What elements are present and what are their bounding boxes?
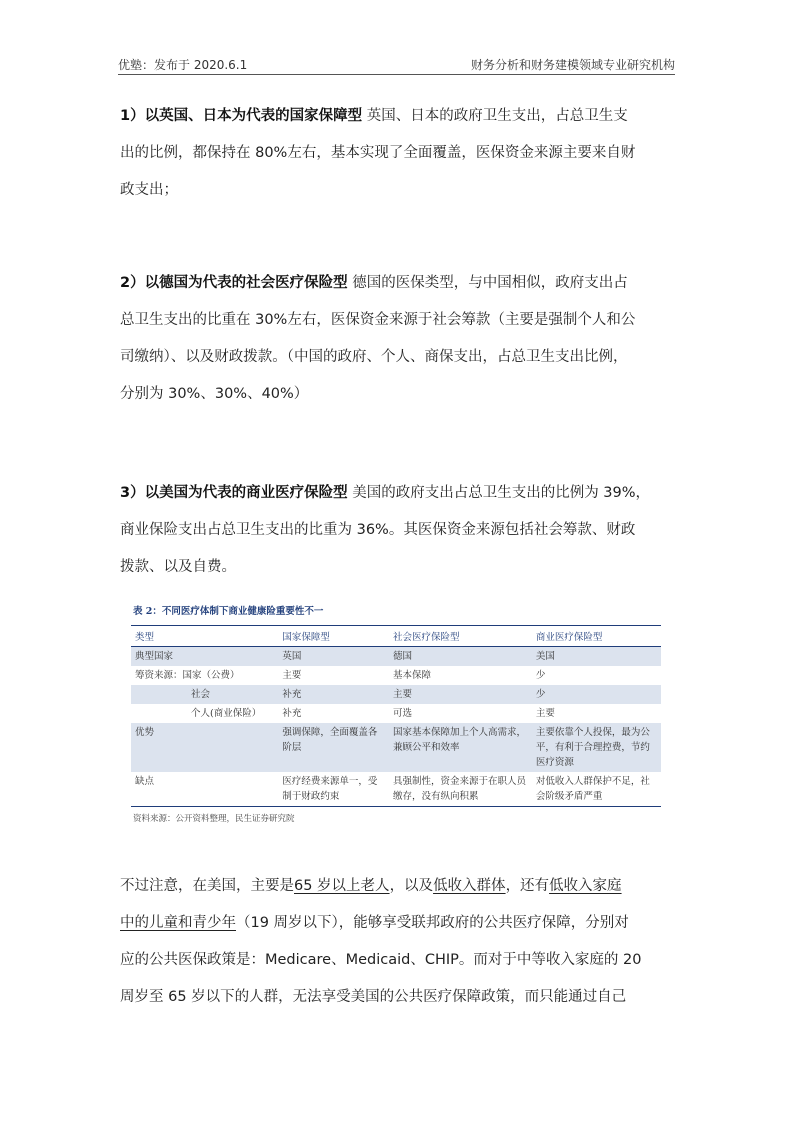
table-cell: 美国 [532, 647, 661, 667]
table-cell: 社会 [131, 685, 278, 704]
section-2-line-2: 总卫生支出的比重在 30%左右，医保资金来源于社会筹款（主要是强制个人和公 [120, 312, 636, 328]
table-row [131, 723, 661, 772]
table-cell: 补充 [282, 708, 302, 719]
section-3-line-3: 拨款、以及自费。 [120, 559, 236, 575]
table-title: 表 2：不同医疗体制下商业健康险重要性不一 [133, 606, 324, 617]
closing-line-2: 中的儿童和青少年（19 周岁以下），能够享受联邦政府的公共医疗保障，分别对 [120, 915, 629, 931]
table-cell: 主要 [535, 708, 555, 719]
table-row [131, 704, 661, 723]
table-cell: 缺点 [131, 772, 278, 807]
table-cell: 筹资来源：国家（公费） [135, 670, 240, 681]
table-cell: 德国 [389, 647, 532, 667]
section-2-line-1: 2）以德国为代表的社会医疗保险型 德国的医保类型，与中国相似，政府支出占 [120, 275, 628, 291]
table-cell: 医疗经费来源单一，受制于财政约束 [278, 772, 389, 807]
closing-line-4: 周岁至 65 岁以下的人群，无法享受美国的公共医疗保障政策，而只能通过自己 [120, 989, 627, 1005]
table-row [131, 666, 661, 685]
section-1-line-1: 1）以英国、日本为代表的国家保障型 英国、日本的政府卫生支出，占总卫生支 [120, 108, 628, 124]
table-header-cell: 国家保障型 [278, 626, 389, 647]
table-cell: 对低收入人群保护不足，社会阶级矛盾严重 [532, 772, 661, 807]
closing-paragraph [120, 868, 675, 1016]
table-cell: 个人(商业保险） [191, 708, 262, 719]
table-cell: 典型国家 [131, 647, 278, 667]
table-cell: 主要依靠个人投保，最为公平，有利于合理控费，节约医疗资源 [532, 723, 661, 772]
highlight-children: 中的儿童和青少年 [120, 915, 236, 931]
section-3-title: 3）以美国为代表的商业医疗保险型 [120, 485, 348, 501]
table-cell: 可选 [393, 708, 413, 719]
table-cell: 具强制性，资金来源于在职人员缴存，没有纵向积累 [389, 772, 532, 807]
table-cell: 强调保障，全面覆盖各阶层 [278, 723, 389, 772]
table-header-cell: 类型 [131, 626, 278, 647]
section-1-title: 1）以英国、日本为代表的国家保障型 [120, 108, 363, 124]
table-cell: 主要 [389, 685, 532, 704]
table-cell: 优势 [131, 723, 278, 772]
header-right: 财务分析和财务建模领域专业研究机构 [470, 58, 675, 72]
table-row [131, 772, 661, 807]
section-3-line-1: 3）以美国为代表的商业医疗保险型 美国的政府支出占总卫生支出的比例为 39%， [120, 485, 651, 501]
section-3-line-2: 商业保险支出占总卫生支出的比重为 36%。其医保资金来源包括社会筹款、财政 [120, 522, 636, 538]
section-1-line-3: 政支出； [120, 182, 178, 198]
page-header [118, 54, 675, 75]
section-2 [120, 265, 675, 413]
section-2-title: 2）以德国为代表的社会医疗保险型 [120, 275, 348, 291]
table-cell: 主要 [282, 670, 302, 681]
highlight-low-income: 低收入群体 [433, 878, 506, 894]
highlight-seniors: 65 岁以上老人 [294, 878, 390, 894]
table-cell: 补充 [278, 685, 389, 704]
table-cell: 少 [535, 670, 546, 681]
closing-line-3: 应的公共医保政策是：Medicare、Medicaid、CHIP。而对于中等收入家庭的 20 [120, 952, 642, 968]
table-header-row [131, 626, 661, 647]
table-cell: 国家基本保障加上个人高需求，兼顾公平和效率 [389, 723, 532, 772]
section-1-line-2: 出的比例，都保持在 80%左右，基本实现了全面覆盖，医保资金来源主要来自财 [120, 145, 636, 161]
section-1 [120, 98, 675, 209]
highlight-low-income-families: 低收入家庭 [549, 878, 622, 894]
table-header-cell: 社会医疗保险型 [389, 626, 532, 647]
table-cell: 基本保障 [393, 670, 432, 681]
header-left: 优塾：发布于 2020.6.1 [118, 58, 248, 72]
section-2-line-3: 司缴纳）、以及财政拨款。（中国的政府、个人、商保支出，占总卫生支出比例， [120, 349, 628, 365]
table-source: 资料来源：公开资料整理，民生证券研究院 [133, 814, 295, 824]
table-cell: 英国 [278, 647, 389, 667]
table-row [131, 647, 661, 667]
table-row [131, 685, 661, 704]
comparison-table [131, 625, 661, 807]
table-header-cell: 商业医疗保险型 [532, 626, 661, 647]
section-2-line-4: 分别为 30%、30%、40%） [120, 386, 309, 402]
table-cell: 少 [532, 685, 661, 704]
closing-line-1: 不过注意，在美国，主要是65 岁以上老人，以及低收入群体，还有低收入家庭 [120, 878, 622, 894]
section-3 [120, 475, 675, 586]
